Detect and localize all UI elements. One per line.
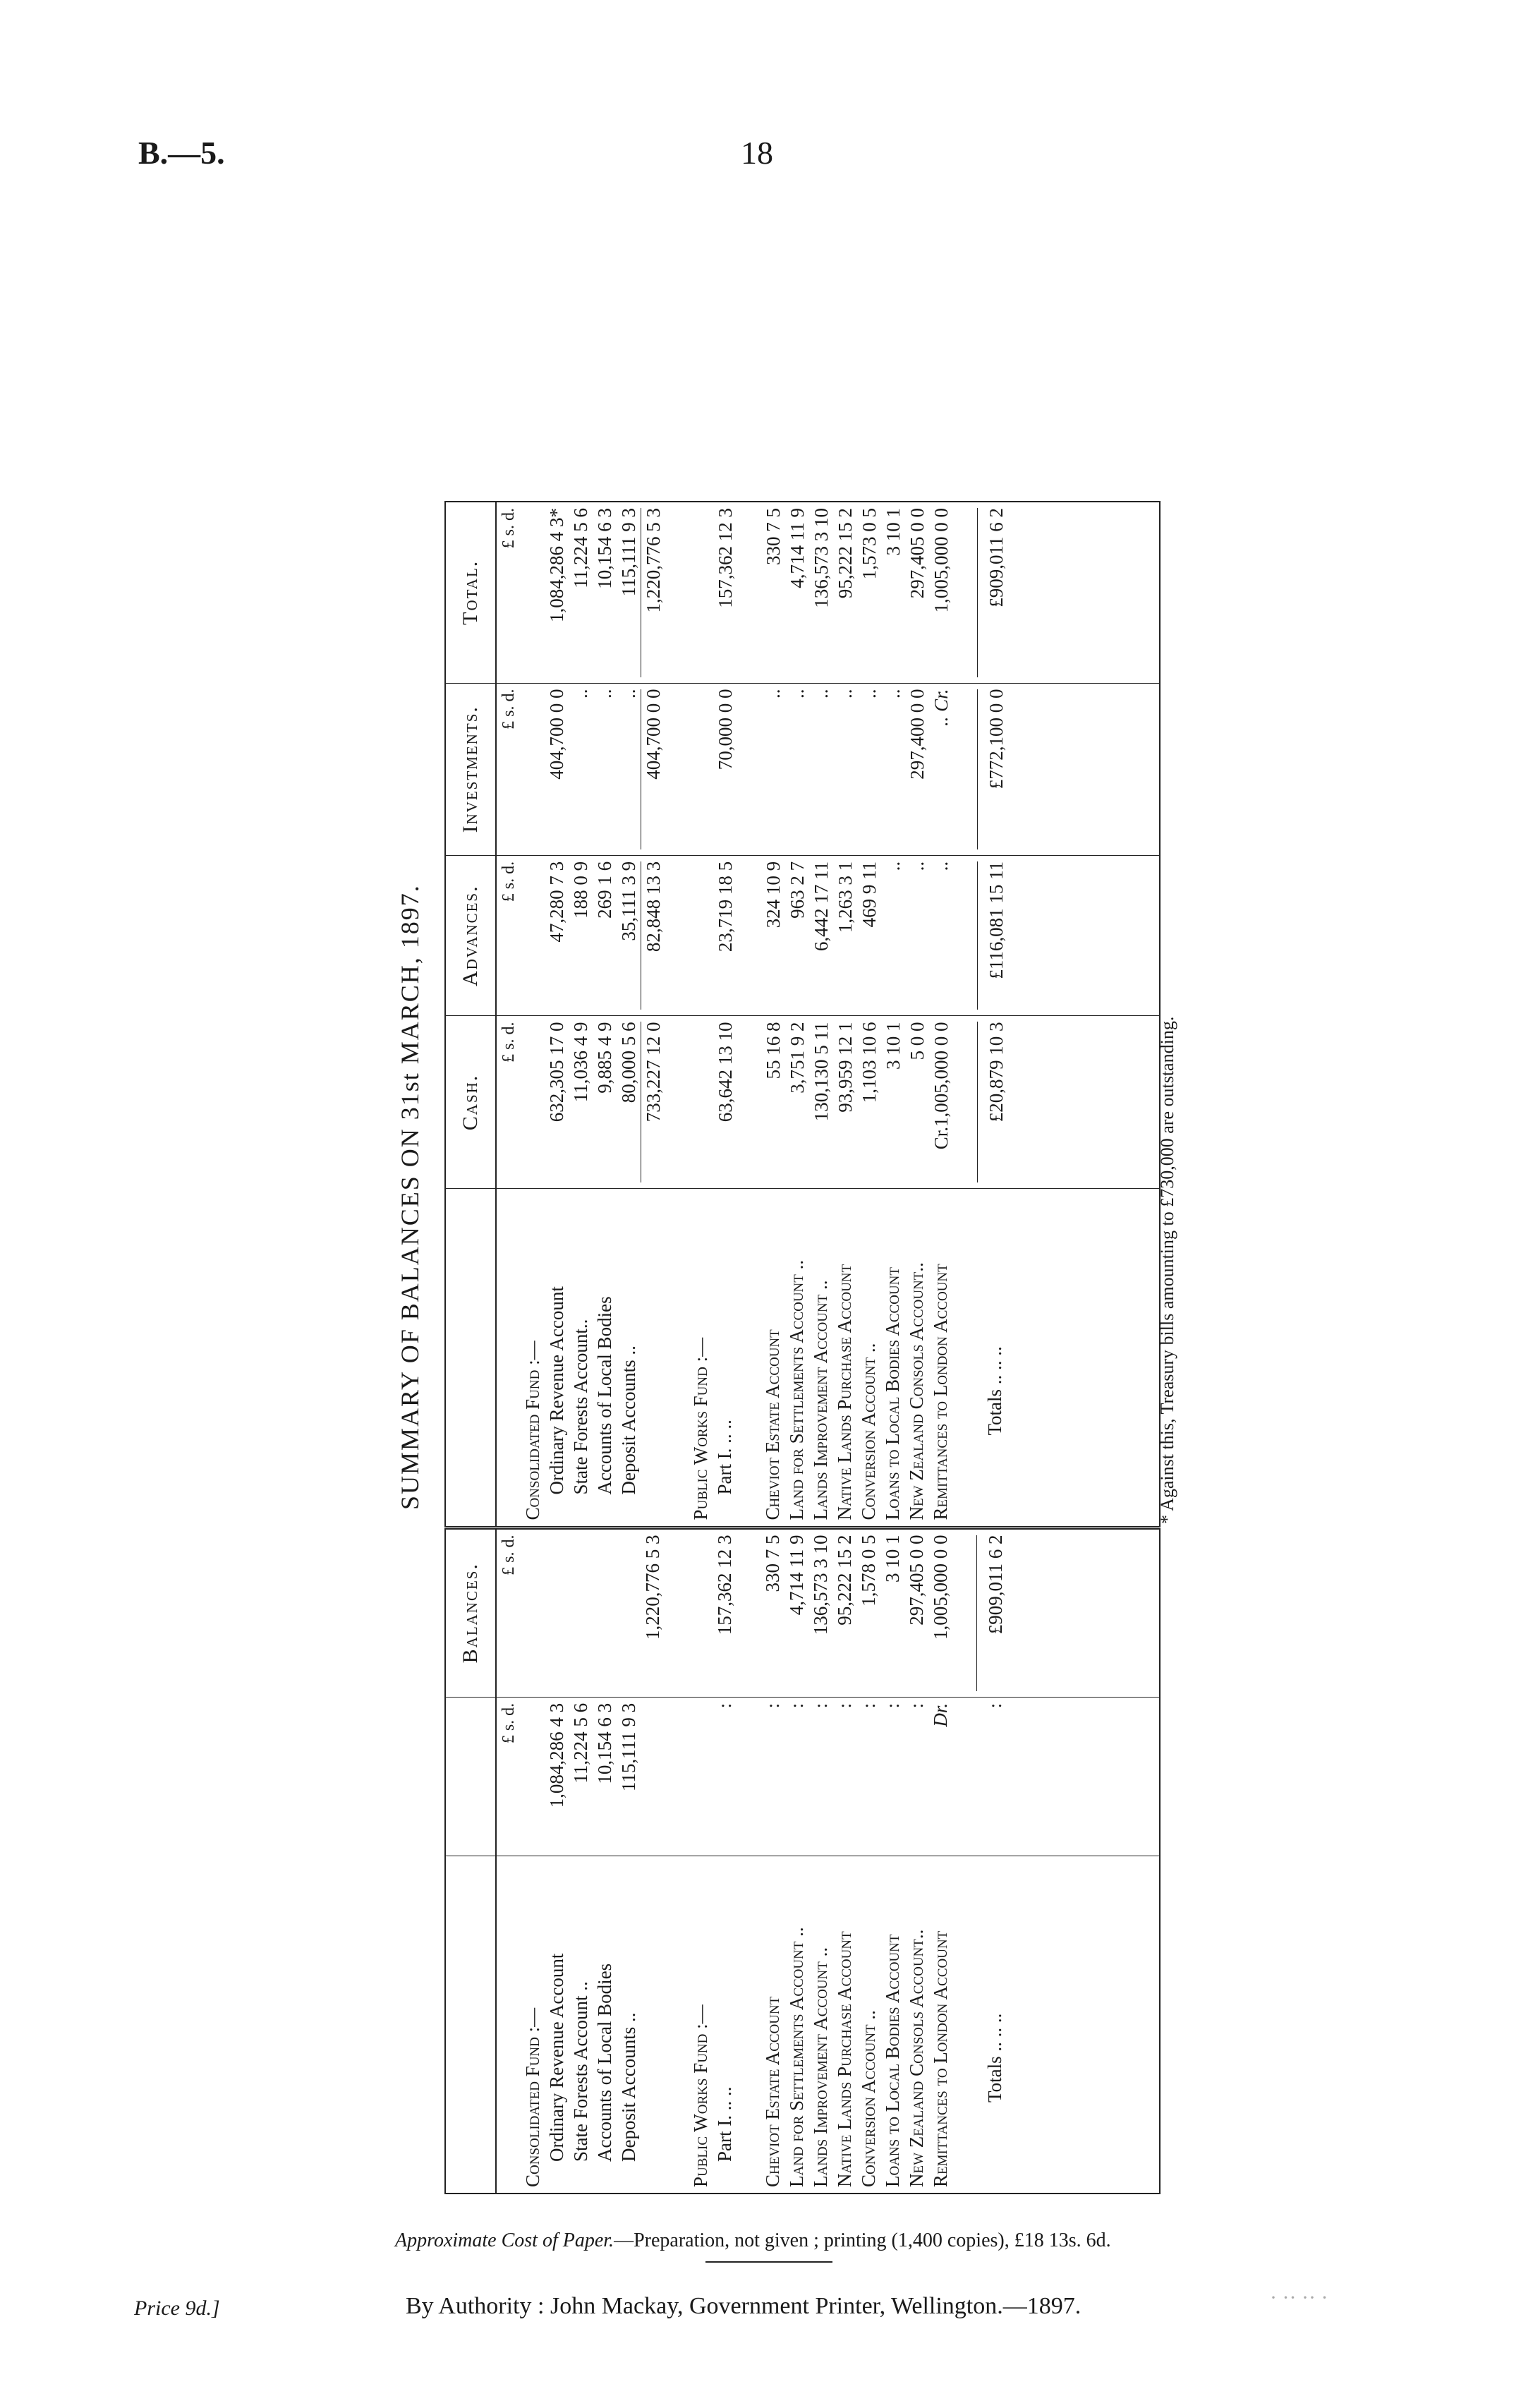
investments-cell: .. — [787, 689, 808, 699]
right-cf-label: Ordinary Revenue Account — [546, 1286, 567, 1495]
right-labels — [496, 1189, 1160, 1527]
cost-label: Approximate Cost of Paper. — [395, 2229, 614, 2251]
rotated-summary-table — [444, 501, 1161, 2194]
total-cell: 95,222 15 2 — [835, 508, 856, 599]
cash-cell: 11,036 4 9 — [570, 1022, 591, 1103]
left-other-balance: 330 7 5 — [762, 1535, 783, 1592]
left-other-balance: 1,005,000 0 0 — [930, 1535, 951, 1640]
right-other-label: Lands Improvement Account .. — [810, 1280, 831, 1520]
total-cell: 4,714 11 9 — [787, 508, 808, 588]
header-blank-left — [445, 1856, 496, 2194]
document-reference: B.—5. — [138, 135, 225, 171]
right-other-label: Cheviot Estate Account — [762, 1329, 783, 1520]
investments-part1: 70,000 0 0 — [715, 689, 736, 770]
cash-cell: 9,885 4 9 — [594, 1022, 615, 1094]
investments-cell: .. — [859, 689, 880, 699]
right-cf-label: Deposit Accounts .. — [618, 1345, 639, 1495]
lsd-heading: £ s. d. — [499, 1022, 518, 1063]
left-other-label: Lands Improvement Account .. — [810, 1947, 831, 2187]
right-cf-label: Accounts of Local Bodies — [594, 1296, 615, 1495]
lsd-heading: £ s. d. — [499, 1702, 518, 1744]
investments-cell: 297,400 0 0 — [907, 689, 928, 780]
advances-subtotal: 82,848 13 3 — [641, 861, 665, 1010]
header-balances: Balances. — [445, 1527, 496, 1697]
advances-column — [496, 855, 1160, 1016]
advances-cell: 269 1 6 — [594, 861, 615, 919]
left-public-works-heading: Public Works Fund :— — [690, 2004, 711, 2187]
divider-rule — [705, 2261, 832, 2263]
advances-cell: .. — [907, 861, 928, 871]
left-cf-amount: 115,111 9 3 — [618, 1702, 639, 1792]
cash-cell: 3 10 1 — [883, 1022, 904, 1070]
investments-cell: .. Cr. — [931, 689, 952, 727]
advances-total: £116,081 15 11 — [977, 861, 1014, 1010]
left-balances — [496, 1527, 1160, 1697]
printer-authority: By Authority : John Mackay, Government Printer, Wellington.—1897. — [406, 2293, 1081, 2319]
total-cell: 10,154 6 3 — [594, 508, 615, 589]
advances-cell: 469 9 11 — [859, 861, 880, 928]
left-part1-balance: 157,362 12 3 — [714, 1535, 735, 1635]
left-other-label: New Zealand Consols Account.. — [906, 1929, 927, 2187]
investments-cell: .. — [594, 689, 615, 699]
right-other-label: Conversion Account .. — [858, 1343, 879, 1520]
advances-cell: 324 10 9 — [763, 861, 784, 928]
lsd-heading: £ s. d. — [499, 1535, 518, 1575]
total-cell: 1,573 0 5 — [859, 508, 880, 580]
left-other-balance: 136,573 3 10 — [810, 1535, 831, 1635]
header-row — [445, 502, 496, 2194]
cash-part1: 63,642 13 10 — [715, 1022, 736, 1123]
total-cell: 330 7 5 — [763, 508, 784, 565]
cash-cell: 3,751 9 2 — [787, 1022, 808, 1094]
cash-cell: 130,130 5 11 — [811, 1022, 832, 1122]
left-other-balance: 3 10 1 — [882, 1535, 903, 1583]
header-total: Total. — [445, 502, 496, 683]
cash-column — [496, 1016, 1160, 1189]
cash-cell: 55 16 8 — [763, 1022, 784, 1079]
cash-cell: 1,103 10 6 — [859, 1022, 880, 1103]
right-consolidated-heading: Consolidated Fund :— — [522, 1341, 543, 1520]
balances-table — [444, 501, 1161, 2194]
investments-subtotal: 404,700 0 0 — [641, 689, 665, 849]
table-title-text: SUMMARY OF BALANCES ON 31st MARCH, 1897. — [396, 884, 424, 1510]
total-cell: 11,224 5 6 — [570, 508, 591, 588]
investments-cell: .. — [763, 689, 784, 699]
left-cf-label: Ordinary Revenue Account — [546, 1953, 567, 2162]
left-other-label: Native Lands Purchase Account — [834, 1931, 855, 2187]
right-other-label: Land for Settlements Account .. — [786, 1259, 807, 1520]
advances-cell: 963 2 7 — [787, 861, 808, 919]
cost-details: —Preparation, not given ; printing (1,400 copies), £18 13s. 6d. — [614, 2229, 1111, 2251]
total-cell: 1,084,286 4 3* — [546, 508, 567, 622]
right-totals-label: Totals .. .. .. — [984, 1346, 1005, 1436]
left-consolidated-heading: Consolidated Fund :— — [522, 2007, 543, 2187]
header-cash: Cash. — [445, 1016, 496, 1189]
total-cell: 297,405 0 0 — [907, 508, 928, 599]
grand-total: £909,011 6 2 — [977, 508, 1014, 677]
header-investments: Investments. — [445, 683, 496, 855]
footnote-text: * Against this, Treasury bills amounting to £730,000 are outstanding. — [1157, 1016, 1177, 1524]
left-cf-label: Deposit Accounts .. — [618, 2012, 639, 2162]
cash-total: £20,879 10 3 — [977, 1022, 1014, 1182]
left-cf-label: State Forests Account .. — [570, 1981, 591, 2162]
investments-cell: .. — [570, 689, 591, 699]
total-part1: 157,362 12 3 — [715, 508, 736, 608]
left-other-balance: 95,222 15 2 — [834, 1535, 855, 1626]
right-part1-label: Part I. .. .. — [714, 1420, 735, 1495]
advances-cell: 188 0 9 — [570, 861, 591, 919]
total-column — [496, 502, 1160, 683]
advances-cell: 35,111 3 9 — [618, 861, 639, 941]
investments-column — [496, 683, 1160, 855]
left-totals-balance: £909,011 6 2 — [976, 1535, 1014, 1691]
left-sub-amounts: £ s. d. 1,084,286 4 3 11,224 5 6 10,154 6 3 115,111 9 3 : : : : : : : : Dr. : — [496, 1697, 1160, 1856]
left-cf-amount: 11,224 5 6 — [570, 1702, 591, 1784]
left-cf-amount: 1,084,286 4 3 — [546, 1702, 567, 1808]
left-cf-label: Accounts of Local Bodies — [594, 1963, 615, 2162]
cash-cell: 93,959 12 1 — [835, 1022, 856, 1113]
total-cell: 1,005,000 0 0 — [931, 508, 952, 613]
page-number: 18 — [741, 135, 773, 171]
investments-total: £772,100 0 0 — [977, 689, 1014, 849]
right-public-works-heading: Public Works Fund :— — [690, 1337, 711, 1520]
total-subtotal: 1,220,776 5 3 — [641, 508, 665, 677]
right-other-label: Remittances to London Account — [930, 1264, 951, 1520]
advances-cell: 1,263 3 1 — [835, 861, 856, 933]
advances-cell: .. — [883, 861, 904, 871]
right-other-label: Native Lands Purchase Account — [834, 1264, 855, 1520]
right-cf-label: State Forests Account.. — [570, 1319, 591, 1495]
investments-cell: .. — [883, 689, 904, 699]
investments-cell: .. — [618, 689, 639, 699]
right-other-label: Loans to Local Bodies Account — [882, 1267, 903, 1520]
lsd-heading: £ s. d. — [499, 508, 518, 549]
faint-stamp: · ·· ·· · — [1270, 2286, 1328, 2309]
investments-cell: .. — [811, 689, 832, 699]
left-totals-label: Totals .. .. .. — [984, 2013, 1005, 2103]
cost-of-paper — [395, 2229, 1111, 2252]
body-row — [496, 502, 1160, 2194]
investments-cell: 404,700 0 0 — [546, 689, 567, 780]
cash-subtotal: 733,227 12 0 — [641, 1022, 665, 1182]
left-other-label: Land for Settlements Account .. — [786, 1927, 807, 2187]
header-advances: Advances. — [445, 855, 496, 1016]
header-blank-sub — [445, 1697, 496, 1856]
advances-cell: .. — [931, 861, 952, 871]
left-other-balance: 4,714 11 9 — [786, 1535, 807, 1616]
left-part1-label: Part I. .. .. — [714, 2086, 735, 2162]
total-cell: 136,573 3 10 — [811, 508, 832, 608]
advances-cell: 6,442 17 11 — [811, 861, 832, 952]
cash-cell: Cr.1,005,000 0 0 — [931, 1022, 952, 1150]
investments-cell: .. — [835, 689, 856, 699]
lsd-heading: £ s. d. — [499, 689, 518, 730]
total-cell: 115,111 9 3 — [618, 508, 639, 597]
cash-cell: 5 0 0 — [907, 1022, 928, 1060]
left-other-label: Remittances to London Account — [930, 1930, 951, 2187]
left-other-label: Loans to Local Bodies Account — [882, 1934, 903, 2187]
left-cf-balance: 1,220,776 5 3 — [642, 1535, 663, 1640]
left-dr-marker: Dr. — [930, 1702, 951, 1727]
advances-part1: 23,719 18 5 — [715, 861, 736, 952]
total-cell: 3 10 1 — [883, 508, 904, 556]
left-cf-amount: 10,154 6 3 — [594, 1702, 615, 1784]
left-other-balance: 297,405 0 0 — [906, 1535, 927, 1626]
cash-cell: 80,000 5 6 — [618, 1022, 639, 1103]
price: Price 9d.] — [134, 2297, 220, 2320]
header-blank-right — [445, 1189, 496, 1527]
right-other-label: New Zealand Consols Account.. — [906, 1262, 927, 1520]
advances-cell: 47,280 7 3 — [546, 861, 567, 943]
left-other-label: Conversion Account .. — [858, 2010, 879, 2187]
lsd-heading: £ s. d. — [499, 861, 518, 902]
left-other-label: Cheviot Estate Account — [762, 1996, 783, 2187]
left-labels — [496, 1856, 1160, 2194]
left-other-balance: 1,578 0 5 — [858, 1535, 879, 1607]
cash-cell: 632,305 17 0 — [546, 1022, 567, 1123]
